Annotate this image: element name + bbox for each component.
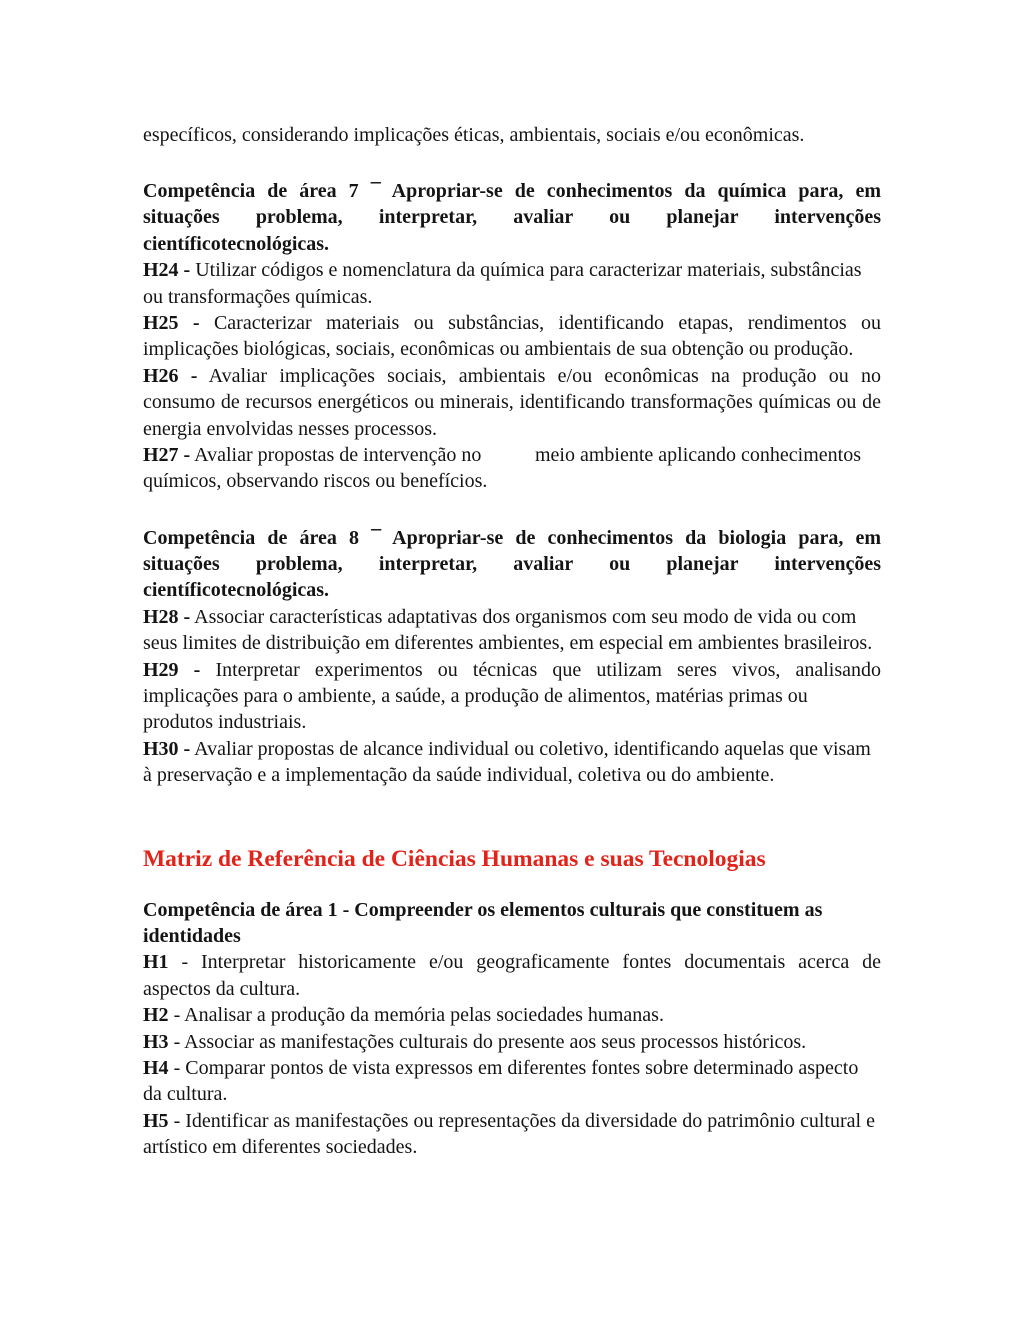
skill-text: à preservação e a implementação da saúde individual, coletiva ou do ambiente. xyxy=(143,764,775,787)
skill-text: - Analisar a produção da memória pelas sociedades humanas. xyxy=(173,1004,664,1027)
skill-text: consumo de recursos energéticos ou minerais, identificando transformações químicas ou de xyxy=(143,391,881,414)
competencia-title-line: científicotecnológicas. xyxy=(143,232,330,255)
competencia-title-line: Competência de área 1 - Compreender os elementos culturais que constituem as xyxy=(143,898,823,921)
skill-text: Caracterizar materiais ou substâncias, identificando etapas, rendimentos ou xyxy=(213,311,882,334)
skill-line xyxy=(143,310,881,336)
intro-line: específicos, considerando implicações éticas, ambientais, sociais e/ou econômicas. xyxy=(143,124,805,146)
skill-line xyxy=(143,442,881,468)
skill-line xyxy=(143,1029,881,1055)
skill-line xyxy=(143,949,881,975)
skill-code: H5 xyxy=(143,1109,169,1132)
skill-code: H3 xyxy=(143,1030,169,1053)
skill-h27 xyxy=(143,442,881,495)
skill-line xyxy=(143,1002,881,1028)
skill-line xyxy=(143,363,881,389)
skill-line xyxy=(143,657,881,683)
skill-text: - Comparar pontos de vista expressos em diferentes fontes sobre determinado aspecto xyxy=(173,1056,859,1079)
competencia-title-line: científicotecnológicas. xyxy=(143,579,330,602)
skill-h3 xyxy=(143,1029,881,1055)
skill-code: H4 xyxy=(143,1056,169,1079)
skill-text: aspectos da cultura. xyxy=(143,977,301,1000)
skill-text: artístico em diferentes sociedades. xyxy=(143,1136,418,1159)
skill-line xyxy=(143,604,881,630)
humanas-section xyxy=(143,844,881,1161)
skill-h4 xyxy=(143,1055,881,1108)
competencia-title-line: Competência de área 8 ¯ Apropriar-se de conhecimentos da biologia para, em xyxy=(143,526,881,549)
skill-text: energia envolvidas nesses processos. xyxy=(143,417,438,440)
skill-text: seus limites de distribuição em diferentes ambientes, em especial em ambientes brasileiros. xyxy=(143,632,873,655)
skill-code: H24 - xyxy=(143,259,191,282)
skill-text: - Associar as manifestações culturais do presente aos seus processos históricos. xyxy=(173,1030,807,1053)
skill-code: H2 xyxy=(143,1004,169,1027)
competencia-area-8 xyxy=(143,525,881,789)
skill-text: Associar características adaptativas dos organismos com seu modo de vida ou com xyxy=(194,605,857,628)
skill-line xyxy=(143,1108,881,1134)
skill-h2 xyxy=(143,1002,881,1028)
skill-text: - Identificar as manifestações ou representações da diversidade do patrimônio cultural e xyxy=(173,1109,875,1132)
skill-h1 xyxy=(143,949,881,1002)
competencia-title-line: identidades xyxy=(143,924,241,947)
skill-text-continuation: meio ambiente aplicando conhecimentos xyxy=(535,443,861,466)
skill-text: Avaliar propostas de intervenção no xyxy=(194,443,482,466)
skill-text: implicações para o ambiente, a saúde, a produção de alimentos, matérias primas ou xyxy=(143,685,808,708)
skill-code: H28 - xyxy=(143,605,191,628)
skill-text: Interpretar experimentos ou técnicas que utilizam seres vivos, analisando xyxy=(215,658,882,681)
skill-h26 xyxy=(143,363,881,442)
skill-text: implicações biológicas, sociais, econômicas ou ambientais de sua obtenção ou produção. xyxy=(143,338,854,361)
skill-text: da cultura. xyxy=(143,1083,228,1106)
skill-code: H30 - xyxy=(143,737,191,760)
skill-code: H29 - xyxy=(143,658,201,681)
skill-code: H27 - xyxy=(143,443,191,466)
section-heading: Matriz de Referência de Ciências Humanas e suas Tecnologias xyxy=(143,845,766,872)
skill-h29 xyxy=(143,657,881,736)
skill-h25 xyxy=(143,310,881,363)
skill-h28 xyxy=(143,604,881,657)
skill-line xyxy=(143,1055,881,1081)
skill-line xyxy=(143,257,881,283)
skill-h5 xyxy=(143,1108,881,1161)
skill-code: H25 - xyxy=(143,311,200,334)
skill-code: H1 xyxy=(143,951,169,974)
skill-text: ou transformações químicas. xyxy=(143,285,373,308)
skill-h30 xyxy=(143,736,881,789)
text-column xyxy=(143,122,881,1160)
skill-h24 xyxy=(143,257,881,310)
skill-text: químicos, observando riscos ou benefícios. xyxy=(143,470,488,493)
skill-line xyxy=(143,736,881,762)
competencia-title-line: Competência de área 7 ¯ Apropriar-se de conhecimentos da química para, em xyxy=(143,179,881,202)
competencia-title-line: situações problema, interpretar, avaliar ou planejar intervenções xyxy=(143,206,881,229)
skill-code: H26 - xyxy=(143,364,198,387)
competencia-area-1 xyxy=(143,897,881,1161)
skill-text: - Interpretar historicamente e/ou geograficamente fontes documentais acerca de xyxy=(181,951,881,974)
competencia-area-7 xyxy=(143,178,881,495)
skill-text: Avaliar implicações sociais, ambientais e/ou econômicas na produção ou no xyxy=(208,364,881,387)
skill-text: Avaliar propostas de alcance individual ou coletivo, identificando aquelas que visam xyxy=(194,737,871,760)
skill-text: Utilizar códigos e nomenclatura da química para caracterizar materiais, substâncias xyxy=(195,259,862,282)
skill-text: produtos industriais. xyxy=(143,711,307,734)
competencia-title-line: situações problema, interpretar, avaliar ou planejar intervenções xyxy=(143,553,881,576)
